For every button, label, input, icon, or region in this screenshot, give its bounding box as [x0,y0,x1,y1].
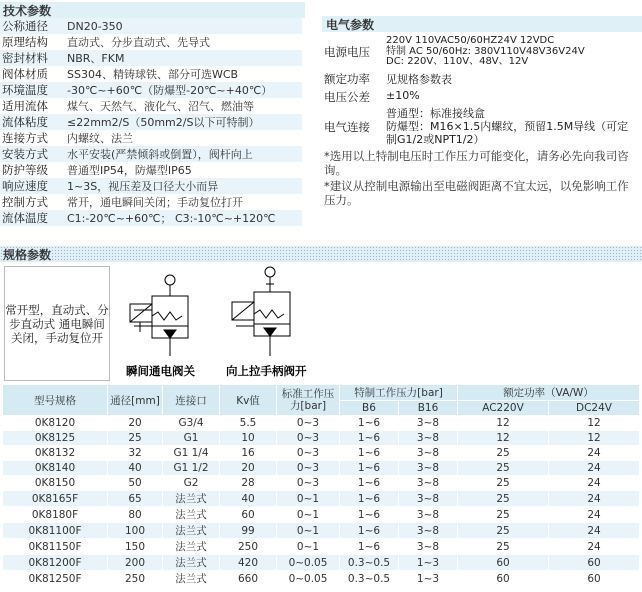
table-cell: 99 [220,523,276,538]
header-dn: 通径[mm] [108,385,162,415]
table-cell: 60 [549,571,639,586]
tech-row [0,210,302,226]
table-cell: 80 [108,507,162,522]
table-cell: 250 [108,571,162,586]
table-cell: 25 [108,431,162,445]
table-cell: 3~8 [399,461,457,475]
tech-value: 常开，通电瞬间关闭；手动复位打开 [67,196,243,209]
tech-value: 内螺纹、法兰 [67,132,133,145]
table-row [3,491,639,506]
note-2: *建议从控制电源输出至电磁阀距离不宜太远，以免影响工作压力。 [324,178,629,207]
table-row [3,461,639,475]
header-power: 额定功率（VA/W） [458,385,639,400]
table-cell: 60 [458,555,548,570]
tech-value: ≤22mm2/S（50mm2/S以下可特制） [67,116,260,129]
spec-description-text: 常开型，直动式、分步直动式 通电瞬间关闭，手动复位开 [5,302,109,345]
table-cell: 0~3 [277,446,339,460]
header-b16: B16 [399,401,457,415]
table-cell: 0K81150F [3,539,107,554]
table-row [3,555,639,570]
tech-label: 流体粘度 [2,115,48,129]
table-cell: 420 [220,555,276,570]
table-cell: 12 [458,416,548,430]
table-cell: 25 [458,539,548,554]
header-b6: B6 [340,401,398,415]
table-cell: 40 [220,491,276,506]
voltage-line-1: 220V 110VAC50/60HZ24V 12VDC [386,35,555,46]
table-row [3,416,639,430]
table-cell: 3~8 [399,446,457,460]
table-row [3,476,639,490]
table-cell: 24 [549,446,639,460]
table-cell: 0K81250F [3,571,107,586]
tech-value: 煤气、天然气、液化气、沼气、燃油等 [67,100,254,113]
table-cell: 1~3 [399,555,457,570]
table-cell: 1~6 [340,507,398,522]
tech-row [0,130,302,146]
table-cell: 0K81200F [3,555,107,570]
tech-label: 密封材料 [2,51,48,65]
table-cell: 24 [549,461,639,475]
tech-label: 环境温度 [2,83,48,97]
table-cell: 0~1 [277,491,339,506]
valve-symbol-manual-icon [230,262,310,358]
power-label: 额定功率 [324,71,370,86]
table-cell: 1~6 [340,431,398,445]
table-cell: 1~6 [340,476,398,490]
table-cell: 3~8 [399,476,457,490]
tolerance-label: 电压公差 [324,89,370,104]
table-cell: 0~1 [277,539,339,554]
table-cell: G3/4 [163,416,219,430]
table-cell: 0~0.05 [277,555,339,570]
connection-line-1: 普通型：标准接线盒 [386,106,485,120]
table-cell: 60 [220,507,276,522]
elec-panel [324,34,642,207]
table-cell: 法兰式 [163,507,219,522]
valve-symbol-energized-icon [128,266,208,358]
table-cell: 0K8132 [3,446,107,460]
tech-row [0,50,302,66]
tech-row [0,146,302,162]
table-cell: 150 [108,539,162,554]
tech-label: 原理结构 [2,35,48,49]
table-cell: 3~8 [399,416,457,430]
tech-value: 普通型IP54，防爆型IP65 [67,164,192,177]
table-cell: 50 [108,476,162,490]
tech-row [0,178,302,194]
connection-label: 电气连接 [324,119,370,134]
tech-label: 阀体材质 [2,67,48,81]
table-cell: 60 [549,555,639,570]
tech-row [0,18,302,34]
note-1: *选用以上特制电压时工作压力可能变化，请务必先向我司咨询。 [324,148,629,177]
tech-label: 连接方式 [2,131,48,145]
tech-row [0,194,302,210]
voltage-label: 电源电压 [324,45,370,59]
table-cell: 1~6 [340,523,398,538]
tech-label: 防护等级 [2,163,48,177]
tech-value: 直动式、分步直动式、先导式 [67,36,210,49]
tech-value: 1~3S，视压差及口径大小而异 [67,180,219,193]
tech-row [0,98,302,114]
table-cell: 24 [549,539,639,554]
caption-energized: 瞬间通电阀关 [126,364,195,378]
table-cell: 25 [458,523,548,538]
table-cell: 1~6 [340,416,398,430]
table-cell: 12 [458,431,548,445]
tech-value: NBR、FKM [67,52,125,65]
table-row [3,571,639,586]
tech-label: 控制方式 [2,195,48,209]
table-cell: 3~8 [399,539,457,554]
table-cell: 12 [549,431,639,445]
table-cell: 32 [108,446,162,460]
table-cell: 0~3 [277,416,339,430]
table-cell: 24 [549,523,639,538]
table-cell: 3~8 [399,523,457,538]
header-dc: DC24V [549,401,639,415]
tech-section-title: 技术参数 [0,2,305,18]
tech-value: C1:-20℃~+60℃； C3:-10℃~+120℃ [67,212,276,225]
table-cell: 3~8 [399,491,457,506]
table-cell: 0K8165F [3,491,107,506]
table-cell: 660 [220,571,276,586]
table-cell: 0.3~0.5 [340,571,398,586]
tech-label: 公称通径 [2,19,48,33]
table-cell: 法兰式 [163,555,219,570]
table-cell: 25 [458,461,548,475]
header-special-pressure: 特制工作压力[bar] [340,385,457,400]
table-cell: 100 [108,523,162,538]
tech-table [0,18,302,226]
voltage-line-3: DC: 220V、110V、48V、12V [386,56,529,67]
table-cell: G2 [163,476,219,490]
table-cell: 20 [220,461,276,475]
tech-row [0,66,302,82]
elec-section-title: 电气参数 [322,16,642,32]
table-cell: 40 [108,461,162,475]
table-cell: 0K8140 [3,461,107,475]
spec-description [4,266,110,381]
table-cell: 25 [458,507,548,522]
table-cell: 法兰式 [163,539,219,554]
table-cell: 0~3 [277,431,339,445]
table-row [3,431,639,445]
table-cell: 65 [108,491,162,506]
table-cell: 28 [220,476,276,490]
table-row [3,446,639,460]
tolerance-value: ±10% [386,88,420,102]
table-row [3,523,639,538]
table-cell: 法兰式 [163,491,219,506]
table-cell: 0K8125 [3,431,107,445]
tech-row [0,34,302,50]
tech-value: 水平安装(严禁倾斜或倒置），阀杆向上 [67,148,253,161]
table-cell: 1~6 [340,539,398,554]
table-cell: 0K81100F [3,523,107,538]
table-cell: 0~1 [277,523,339,538]
table-cell: 25 [458,476,548,490]
table-cell: 12 [549,416,639,430]
table-cell: 1~6 [340,461,398,475]
table-cell: 5.5 [220,416,276,430]
caption-manual: 向上拉手柄阀开 [226,364,307,378]
table-cell: 24 [549,476,639,490]
tech-label: 适用流体 [2,99,48,113]
table-cell: G1 1/2 [163,461,219,475]
tech-label: 安装方式 [2,147,48,161]
table-cell: 0K8180F [3,507,107,522]
table-cell: 法兰式 [163,571,219,586]
table-cell: 16 [220,446,276,460]
header-model: 型号规格 [3,385,107,415]
spec-table [2,384,640,587]
table-cell: G1 [163,431,219,445]
table-cell: 1~6 [340,491,398,506]
power-value: 见规格参数表 [386,72,452,86]
tech-value: SS304、精铸球铁、部分可选WCB [67,68,239,81]
table-cell: 24 [549,507,639,522]
table-cell: 3~8 [399,431,457,445]
voltage-line-2: 特制 AC 50/60Hz: 380V110V48V36V24V [386,45,585,57]
table-cell: 0K8150 [3,476,107,490]
table-cell: 0~3 [277,461,339,475]
table-cell: 0.3~0.5 [340,555,398,570]
table-cell: 200 [108,555,162,570]
spec-title-text: 规格参数 [3,248,52,262]
table-cell: 3~8 [399,507,457,522]
tech-row [0,162,302,178]
spec-section-title [0,246,642,262]
header-ac: AC220V [458,401,548,415]
table-cell: 250 [220,539,276,554]
tech-value: DN20-350 [67,19,123,33]
tech-label: 流体温度 [2,211,48,225]
header-std-pressure: 标准工作压力[bar] [277,385,339,415]
table-cell: 20 [108,416,162,430]
table-cell: 0~0.05 [277,571,339,586]
table-cell: G1 1/4 [163,446,219,460]
table-cell: 25 [458,446,548,460]
table-cell: 0~1 [277,507,339,522]
table-cell: 0K8120 [3,416,107,430]
table-cell: 25 [458,491,548,506]
tech-label: 响应速度 [2,179,48,193]
table-cell: 24 [549,491,639,506]
tech-row [0,114,302,130]
table-cell: 60 [458,571,548,586]
table-cell: 1~6 [340,446,398,460]
connection-line-2: 防爆型：M16×1.5内螺纹，预留1.5M导线（可定制G1/2或NPT1/2） [386,119,629,146]
tech-row [0,82,302,98]
header-port: 连接口 [163,385,219,415]
table-cell: 0~3 [277,476,339,490]
table-row [3,507,639,522]
tech-value: -30℃~+60℃（防爆型-20℃~+40℃） [67,84,273,97]
table-cell: 10 [220,431,276,445]
table-cell: 法兰式 [163,523,219,538]
table-cell: 1~3 [399,571,457,586]
header-kv: Kv值 [220,385,276,415]
table-row [3,539,639,554]
